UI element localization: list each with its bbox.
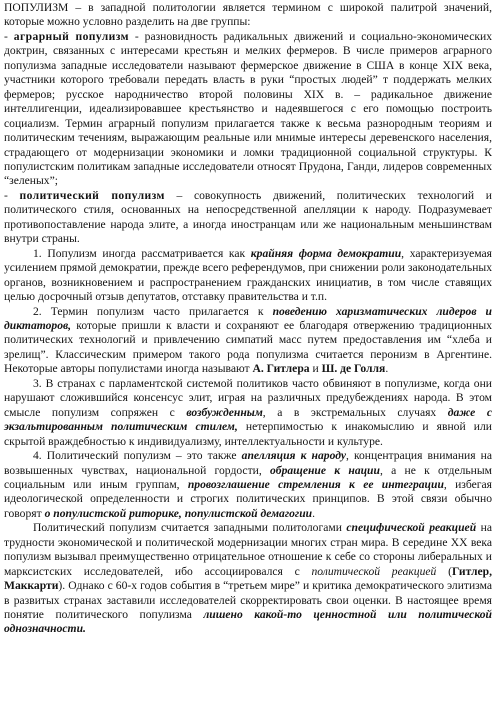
emphasis-text: крайняя форма демократии xyxy=(250,246,402,260)
paragraph-text: 1. Популизм иногда рассматривается как xyxy=(33,246,251,260)
paragraph-text: , а в экстремальных случаях xyxy=(262,405,448,419)
paragraph-text: 2. Термин популизм часто прилагается к xyxy=(33,304,273,318)
emphasis-text: обращение к нации xyxy=(270,463,380,477)
person-name: Гитлер, Маккарти xyxy=(4,564,492,593)
paragraph-text: ( xyxy=(436,564,452,578)
term-political-populism: политический популизм xyxy=(19,188,165,202)
paragraph-text: , избегая идеологической определенности и строгих политических принципов. В этой связи обычно говорят xyxy=(4,477,492,520)
point-1-paragraph xyxy=(4,247,492,305)
paragraph-text: 3. В странах с парламентской системой политиков часто обвиняют в популизме, когда они нарушают сложившийся консенсус элит, играя на различных предубеждениях народа. В этом смысле популизм сопряжен с xyxy=(4,376,492,419)
list-dash: - xyxy=(4,188,20,202)
paragraph-text: . xyxy=(312,506,316,520)
term-agrarian-populism: аграрный популизм xyxy=(13,29,129,43)
emphasis-text: провозглашение стремления к ее интеграции xyxy=(187,477,444,491)
paragraph-text: , характеризуемая усилением прямой демократии, прежде всего референдумов, при снижении роли законодательных органов, возникновением и распространением гражданских инициатив, в том числе ставящих целью досрочный отзыв депутатов, отставку правительства и т.п. xyxy=(4,246,492,304)
paragraph-text: Политический популизм считается западными политологами xyxy=(33,521,347,535)
emphasis-text: лишено какой-то ценностной или политической однозначности. xyxy=(4,608,493,636)
paragraph-text: – совокупность движений, политических технологий и политического стиля, основанных на непосредственной апелляции к народу. Подразумевает противопоставление народа элите, а иногда иностранцам или же национальным меньшинствам внутри страны. xyxy=(4,188,492,246)
paragraph-text: нетерпимостью к инакомыслию и явной или скрытой враждебностью к индивидуализму, интеллектуальности и культуре. xyxy=(4,420,492,448)
emphasis-text: о популистской риторике, популистской демагогии xyxy=(44,506,313,520)
definition-text: ПОПУЛИЗМ – в западной политологии является термином с широкой палитрой значений, которые можно условно разделить на две группы: xyxy=(4,1,492,29)
intro-paragraph xyxy=(4,1,492,30)
person-name: А. Гитлера xyxy=(252,362,310,376)
emphasis-text: апелляция к народу xyxy=(241,449,346,463)
agrarian-populism-paragraph xyxy=(4,30,492,189)
list-dash: - xyxy=(4,29,14,43)
paragraph-text: . xyxy=(385,362,389,376)
emphasis-text: специфической реакцией xyxy=(346,521,477,535)
paragraph-text: и xyxy=(309,362,322,376)
italic-text: политической реакцией xyxy=(311,564,437,578)
point-4-paragraph xyxy=(4,449,492,521)
paragraph-text: 4. Политический популизм – это также xyxy=(33,449,242,463)
paragraph-text: , а не к отдельным социальным или иным группам, xyxy=(4,463,492,491)
paragraph-text: ). Однако с 60-х годов события в “третьем мире” и критика демократического элитизма в развитых странах заставили исследователей скорректировать свои оценки. В настоящее время понятие политического популизма xyxy=(4,579,492,622)
paragraph-text: - разновидность радикальных движений и социально-экономических доктрин, связанных с интересами крестьян и мелких фермеров. В числе примеров аграрного популизма западные исследователи называют фермерское движение в США в конце XIX века, участники которого требовали передать власть в руки “простых людей” т поддержать мелких фермеров; русское народничество второй половины XIX в. – радикальное движение интеллигенции, идеализировавшее крестьянство и надеявшегося с его помощью построить социализм. Термин аграрный популизм прилагается также к весьма разнородным теориям и политическим течениям, выражающим реальные или мнимые интересы деревенского населения, страдающего от модернизации экономики и ломки традиционной социальной структуры. К популистским политикам западные исследователи относят Прудона, Ганди, лидеров современных “зеленых”; xyxy=(4,29,492,188)
point-2-paragraph xyxy=(4,305,492,377)
person-name: Ш. де Голля xyxy=(321,362,386,376)
paragraph-text: на трудности экономической и политической модернизации многих стран мира. В середине XX века популизм вызывал преимущественно отрицательное отношение к себе со стороны либеральных и марксистских исследователей, ибо ассоциировался с xyxy=(4,521,493,578)
emphasis-text: возбужденным xyxy=(186,405,263,419)
point-3-paragraph xyxy=(4,377,492,449)
political-populism-paragraph xyxy=(4,189,492,247)
emphasis-text: поведению харизматических лидеров и диктаторов, xyxy=(4,304,492,332)
paragraph-text: которые пришли к власти и сохраняют ее благодаря отвержению традиционных политических технологий и привлечению симпатий масс путем предоставления им “хлеба и зрелищ”. Классическим примером такого рода популизма считается перонизм в Аргентине. Некоторые авторы популистами иногда называют xyxy=(4,318,492,376)
paragraph-text: , концентрация внимания на возвышенных чувствах, национальной гордости, xyxy=(4,449,492,477)
emphasis-text: даже с экзальтированным политическим стилем, xyxy=(4,405,492,434)
conclusion-paragraph xyxy=(4,521,492,637)
